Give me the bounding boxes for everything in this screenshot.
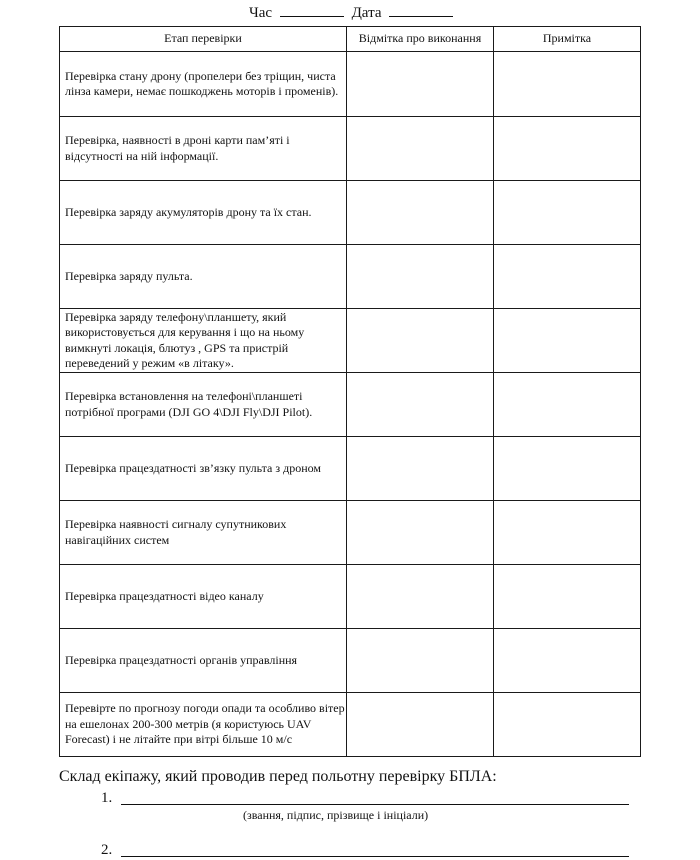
preflight-checklist-table — [59, 26, 641, 757]
mark-cell[interactable] — [347, 501, 494, 565]
note-cell[interactable] — [494, 117, 641, 181]
stage-cell: Перевірка працездатності органів управління — [60, 629, 347, 693]
note-cell[interactable] — [494, 629, 641, 693]
table-row — [60, 565, 641, 629]
table-row — [60, 437, 641, 501]
stage-cell: Перевірка встановлення на телефоні\планшеті потрібної програми (DJI GO 4\DJI Fly\DJI Pilot). — [60, 373, 347, 437]
note-cell[interactable] — [494, 52, 641, 117]
stage-cell: Перевірка працездатності зв’язку пульта з дроном — [60, 437, 347, 501]
note-cell[interactable] — [494, 245, 641, 309]
date-blank[interactable] — [389, 2, 453, 17]
stage-cell: Перевірка заряду телефону\планшету, який використовується для керування і що на ньому вимкнуті локація, блютуз , GPS та пристрій переведений у режим «в літаку». — [60, 309, 347, 373]
note-cell[interactable] — [494, 437, 641, 501]
time-blank[interactable] — [280, 2, 344, 17]
table-row — [60, 117, 641, 181]
mark-cell[interactable] — [347, 52, 494, 117]
signature-line-1[interactable] — [101, 789, 117, 807]
stage-cell: Перевірка стану дрону (пропелери без тріщин, чиста лінза камери, немає пошкоджень моторів і променів). — [60, 52, 347, 117]
table-row — [60, 245, 641, 309]
date-label: Дата — [351, 5, 382, 21]
signature-line-2[interactable] — [101, 841, 117, 859]
stage-cell: Перевірте по прогнозу погоди опади та особливо вітер на ешелонах 200-300 метрів (я користуюсь UAV Forecast) і не літайте при вітрі більше 10 м/с — [60, 693, 347, 757]
table-row — [60, 181, 641, 245]
table-row — [60, 309, 641, 373]
time-label: Час — [249, 5, 273, 21]
mark-cell[interactable] — [347, 565, 494, 629]
column-header-stage: Етап перевірки — [60, 27, 347, 52]
mark-cell[interactable] — [347, 181, 494, 245]
mark-cell[interactable] — [347, 693, 494, 757]
mark-cell[interactable] — [347, 245, 494, 309]
signature-caption: (звання, підпис, прізвище і ініціали) — [243, 808, 429, 822]
column-header-note: Примітка — [494, 27, 641, 52]
stage-cell: Перевірка заряду акумуляторів дрону та їх стан. — [60, 181, 347, 245]
table-row — [60, 501, 641, 565]
mark-cell[interactable] — [347, 629, 494, 693]
mark-cell[interactable] — [347, 117, 494, 181]
stage-cell: Перевірка, наявності в дроні карти пам’яті і відсутності на ній інформації. — [60, 117, 347, 181]
table-row — [60, 52, 641, 117]
table-row — [60, 693, 641, 757]
signature-rule — [121, 856, 629, 857]
note-cell[interactable] — [494, 373, 641, 437]
note-cell[interactable] — [494, 181, 641, 245]
note-cell[interactable] — [494, 565, 641, 629]
table-row — [60, 629, 641, 693]
note-cell[interactable] — [494, 309, 641, 373]
table-row — [60, 373, 641, 437]
stage-cell: Перевірка наявності сигналу супутникових навігаційних систем — [60, 501, 347, 565]
table-header-row — [60, 27, 641, 52]
stage-cell: Перевірка заряду пульта. — [60, 245, 347, 309]
mark-cell[interactable] — [347, 373, 494, 437]
note-cell[interactable] — [494, 693, 641, 757]
mark-cell[interactable] — [347, 437, 494, 501]
signature-number: 1. — [101, 790, 113, 806]
stage-cell: Перевірка працездатності відео каналу — [60, 565, 347, 629]
signature-number: 2. — [101, 842, 113, 858]
crew-section-title: Склад екіпажу, який проводив перед польотну перевірку БПЛА: — [59, 768, 497, 785]
time-date-line — [249, 2, 457, 23]
column-header-mark: Відмітка про виконання — [347, 27, 494, 52]
mark-cell[interactable] — [347, 309, 494, 373]
signature-rule — [121, 804, 629, 805]
note-cell[interactable] — [494, 501, 641, 565]
